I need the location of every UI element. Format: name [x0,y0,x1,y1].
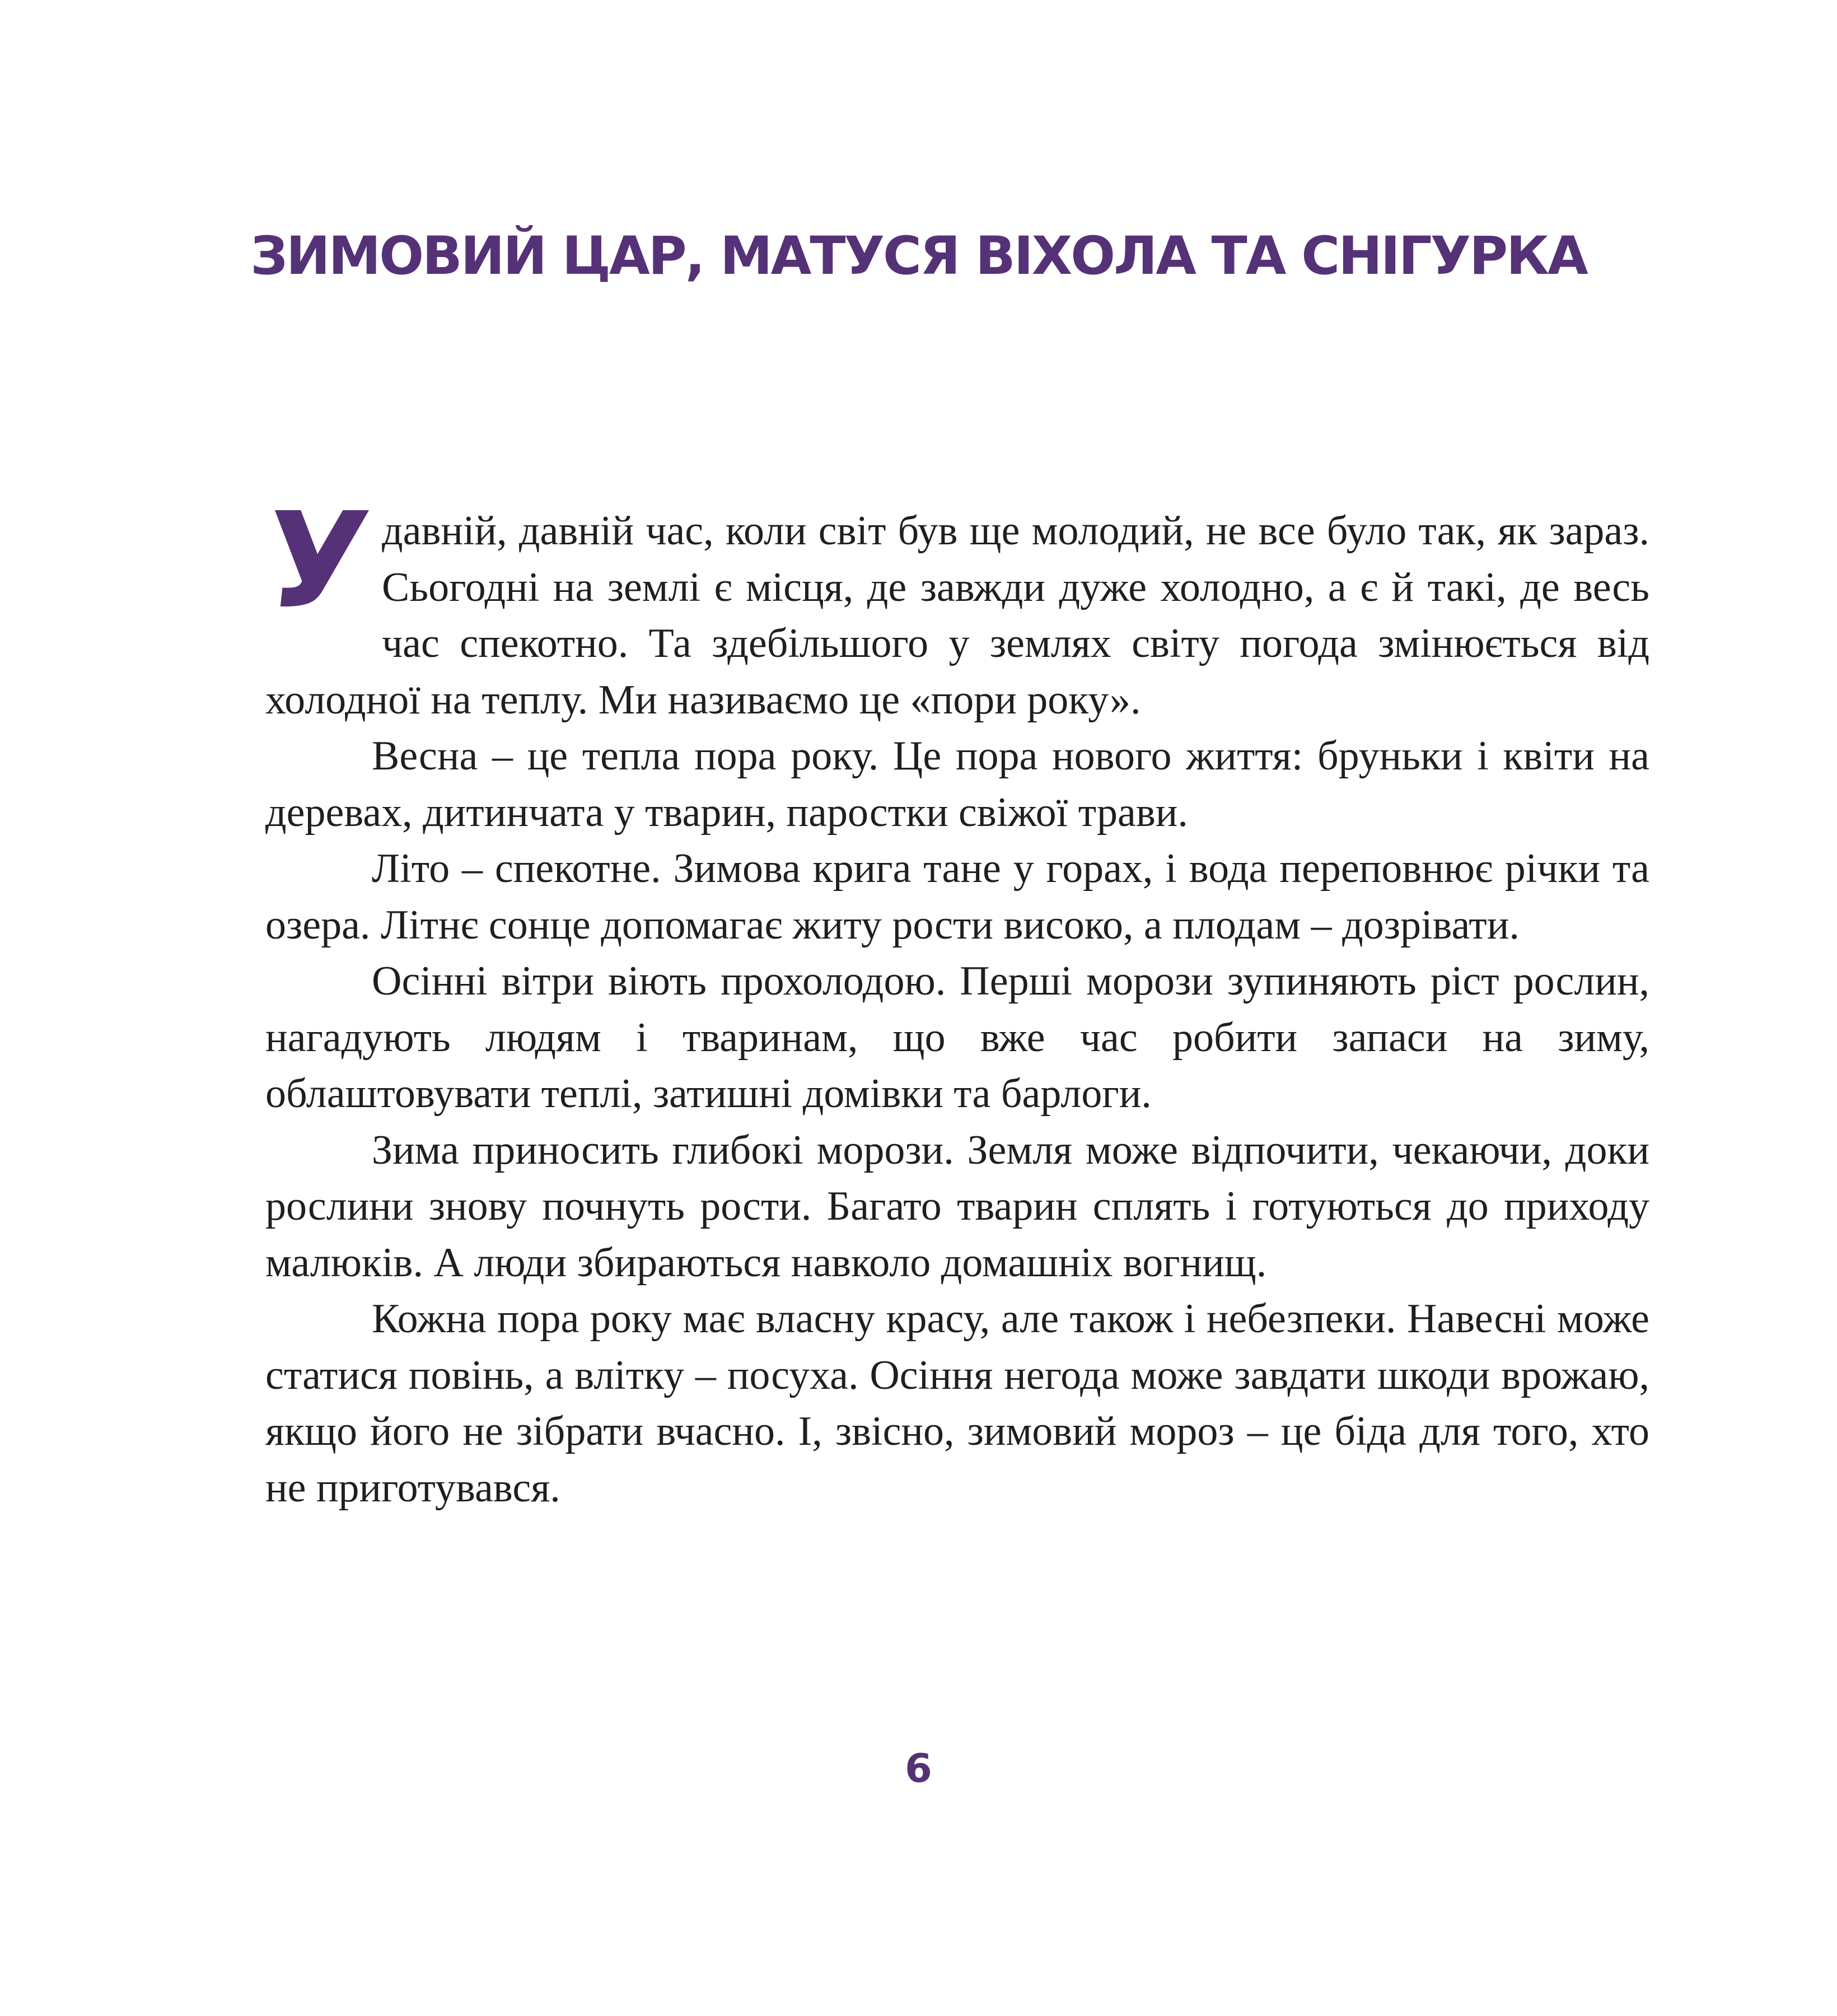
paragraph-1 [258,484,1649,728]
chapter-title: ЗИМОВИЙ ЦАР, МАТУСЯ ВІХОЛА ТА СНІГУРКА [250,226,1587,287]
paragraph-4: Осінні вітри віють прохолодою. Перші морози зупиняють ріст рослин, нагадують людям і тваринам, що вже час робити запаси на зиму, облаштовувати теплі, затишні домівки та барлоги. [265,958,1649,1117]
chapter-body [258,484,1649,1516]
paragraph-3: Літо – спекотне. Зимова крига тане у горах, і вода переповнює річки та озера. Літнє сонце допомагає житу рости високо, а плодам – дозрівати. [265,846,1649,948]
page-number: 6 [905,1746,932,1791]
paragraph-6: Кожна пора року має власну красу, але також і небезпеки. Навесні може статися повінь, а влітку – посуха. Осіння негода може завдати шкоди врожаю, якщо його не зібрати вчасно. І, звісно, зимовий мороз – це біда для того, хто не приготувався. [265,1296,1649,1511]
paragraph-2: Весна – це тепла пора року. Це пора нового життя: бруньки і квіти на деревах, дитинчата у тварин, паростки свіжої трави. [265,733,1649,836]
drop-cap: У [258,484,376,638]
paragraph-5: Зима приносить глибокі морози. Земля може відпочити, чекаючи, доки рослини знову почнуть рости. Багато тварин сплять і готуються до приходу малюків. А люди збираються навколо домашніх вогнищ. [265,1127,1649,1286]
paragraph-1-text: давній, давній час, коли світ був ще молодий, не все було так, як зараз. Сьогодні на землі є місця, де завжди дуже холодно, а є й такі, де весь час спекотно. Та здебільшого у землях світу погода змінюється від холодної на теплу. Ми називаємо це «пори року». [265,508,1649,723]
